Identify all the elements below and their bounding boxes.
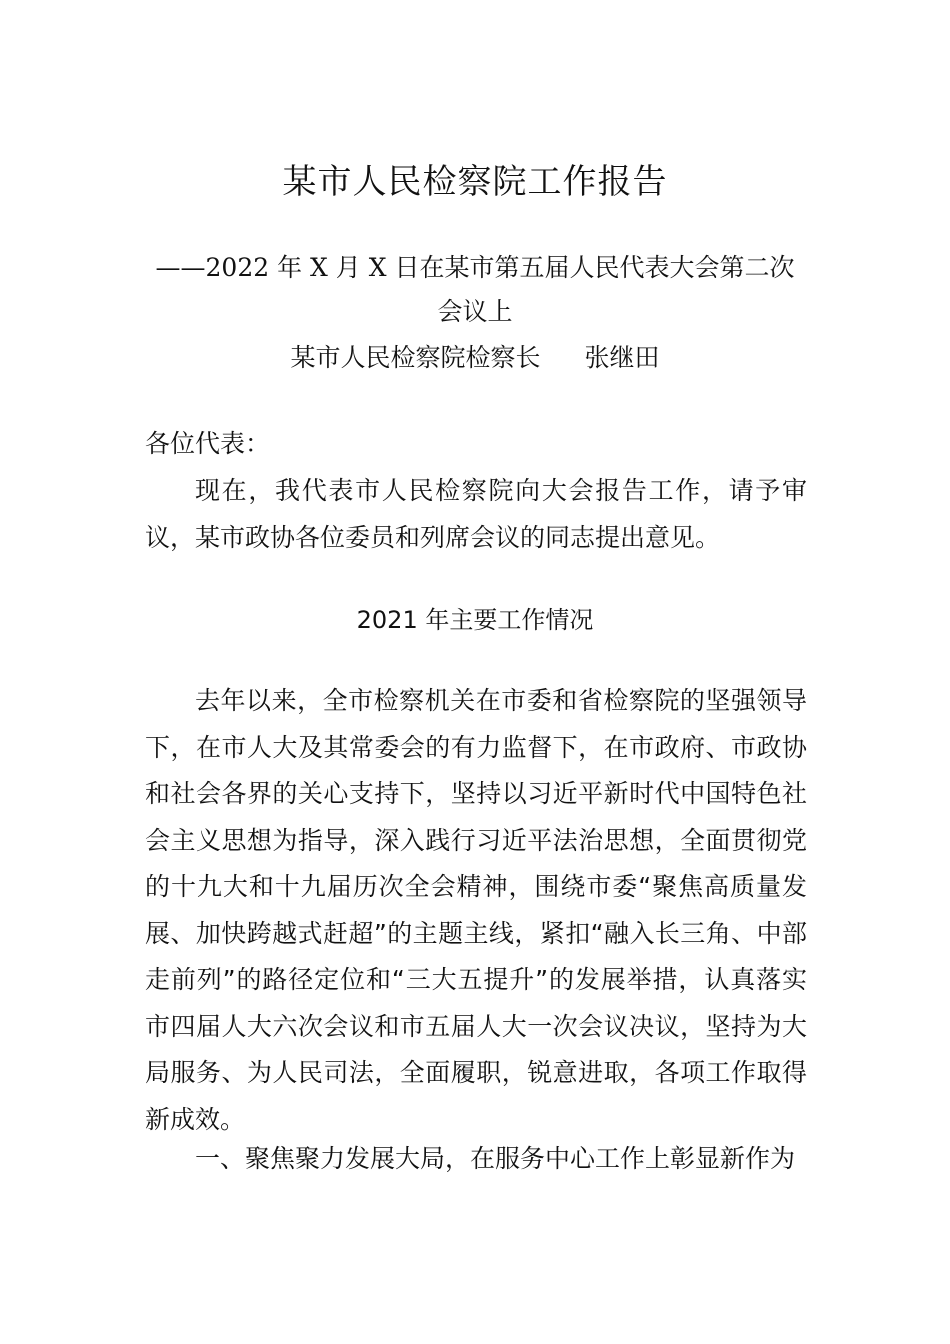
author-name: 张继田 [584, 343, 660, 372]
salutation: 各位代表： [145, 429, 271, 458]
author-line [0, 338, 950, 378]
subheading-one: 一、聚焦聚力发展大局，在服务中心工作上彰显新作为 [195, 1144, 796, 1173]
body-paragraph: 去年以来，全市检察机关在市委和省检察院的坚强领导下，在市人大及其常委会的有力监督下，在市政府、市政协和社会各界的关心支持下，坚持以习近平新时代中国特色社会主义思想为指导，深入践行习近平法治思想，全面贯彻党的十九大和十九届历次全会精神，围绕市委“聚焦高质量发展、加快跨越式赶超”的主题主线，紧扣“融入长三角、中部走前列”的路径定位和“三大五提升”的发展举措，认真落实市四届人大六次会议和市五届人大一次会议决议，坚持为大局服务、为人民司法，全面履职，锐意进取，各项工作取得新成效。 [145, 686, 807, 1134]
author-title: 某市人民检察院检察长 [290, 343, 541, 372]
section-heading: 2021 年主要工作情况 [356, 606, 594, 634]
document-subtitle: ——2022 年 X 月 X 日在某市第五届人民代表大会第二次会议上 [155, 253, 795, 326]
document-title: 某市人民检察院工作报告 [282, 162, 668, 202]
intro-paragraph: 现在，我代表市人民检察院向大会报告工作，请予审议，某市政协各位委员和列席会议的同志提出意见。 [145, 476, 807, 552]
